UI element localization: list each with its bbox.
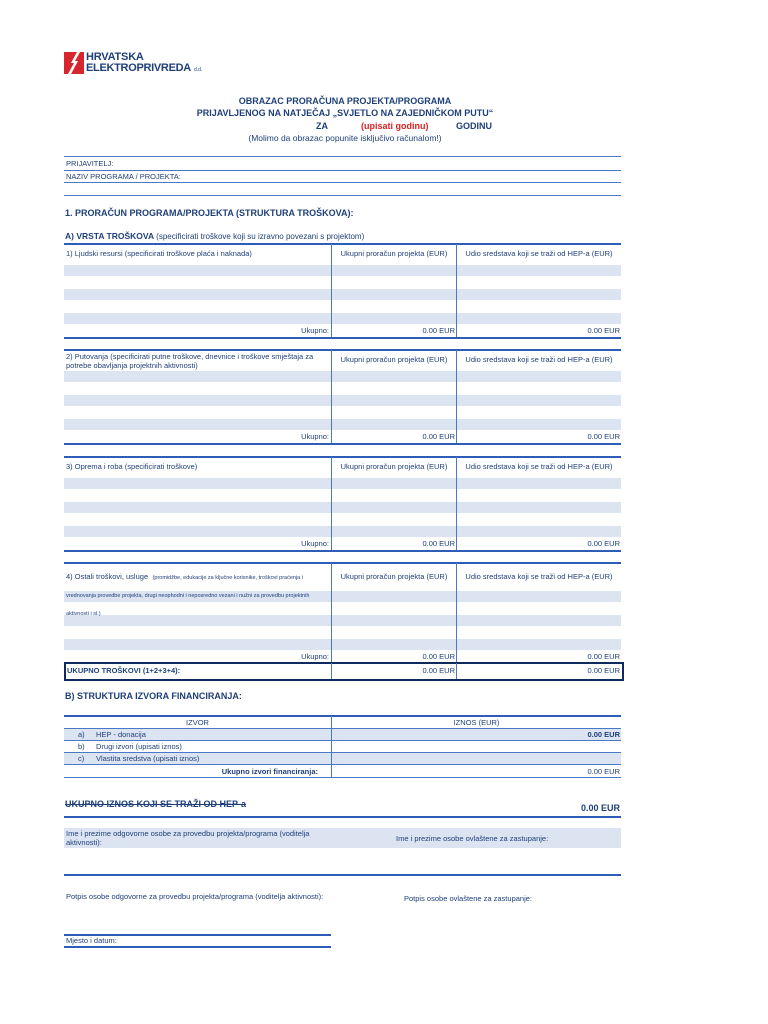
rule	[64, 550, 621, 552]
form-title: OBRAZAC PRORAČUNA PROJEKTA/PROGRAMA	[238, 96, 452, 106]
group-label: 1) Ljudski resursi (specificirati troškove plaća i naknada)	[66, 249, 252, 258]
total-value: 0.00 EUR	[422, 326, 455, 335]
shaded-row	[64, 419, 621, 430]
shaded-row	[64, 289, 621, 300]
total-value: 0.00 EUR	[422, 652, 455, 661]
col-divider	[331, 350, 332, 444]
rule	[64, 456, 621, 458]
naziv-label: NAZIV PROGRAMA / PROJEKTA:	[66, 172, 181, 181]
year-hint: (upisati godinu)	[361, 121, 429, 131]
source-letter: b)	[78, 742, 85, 751]
rule	[64, 195, 621, 196]
source-value: 0.00 EUR	[587, 730, 620, 739]
za-label: ZA	[316, 121, 328, 131]
col-hep-header: Udio sredstava koji se traži od HEP-a (EUR)	[465, 572, 613, 581]
rule	[64, 816, 621, 818]
sectionA-title	[65, 231, 364, 242]
fill-note: (Molimo da obrazac popunite isključivo računalom!)	[248, 133, 442, 143]
logo-suffix: d.d.	[194, 67, 203, 73]
source-letter: a)	[78, 730, 85, 739]
hep-value: 0.00 EUR	[587, 326, 620, 335]
shaded-row	[64, 502, 621, 513]
col-hep-header: Udio sredstava koji se traži od HEP-a (EUR)	[465, 462, 613, 471]
shaded-row	[64, 639, 621, 650]
col-divider	[331, 244, 332, 338]
shaded-row	[64, 395, 621, 406]
total-label: Ukupno:	[301, 539, 329, 548]
rule	[64, 243, 621, 245]
col-divider	[456, 457, 457, 551]
hep-value: 0.00 EUR	[587, 652, 620, 661]
summary-label: UKUPNO IZNOS KOJI SE TRAŽI OD HEP-a	[65, 799, 247, 809]
group-label	[66, 566, 328, 620]
col-total-header: Ukupni proračun projekta (EUR)	[340, 462, 448, 471]
col-total-header: Ukupni proračun projekta (EUR)	[340, 249, 448, 258]
rule	[64, 777, 621, 778]
rule	[64, 443, 621, 445]
source-label: Vlastita sredstva (upisati iznos)	[96, 754, 200, 763]
logo-line1: HRVATSKA	[86, 51, 144, 63]
grand-total-value: 0.00 EUR	[422, 666, 455, 675]
responsible-name-label: Ime i prezime odgovorne osobe za provedbu projekta/programa (voditelja aktivnosti):	[66, 829, 310, 847]
logo-line2: ELEKTROPRIVREDA	[86, 62, 191, 74]
source-label: HEP - donacija	[96, 730, 146, 739]
col-hep-header: Udio sredstava koji se traži od HEP-a (EUR)	[465, 355, 613, 364]
rule	[64, 740, 621, 741]
shaded-row	[64, 265, 621, 276]
prijavitelj-label: PRIJAVITELJ:	[66, 159, 114, 168]
authorized-name-label: Ime i prezime osobe ovlaštene za zastupanje:	[396, 834, 549, 843]
sectionA-title-text: A) VRSTA TROŠKOVA	[65, 231, 154, 241]
rule	[64, 170, 621, 171]
total-label: Ukupno:	[301, 652, 329, 661]
total-value: 0.00 EUR	[422, 432, 455, 441]
hep-value: 0.00 EUR	[587, 539, 620, 548]
col-izvor: IZVOR	[186, 718, 209, 727]
rule	[64, 182, 621, 183]
rule	[64, 562, 621, 564]
source-letter: c)	[78, 754, 85, 763]
shaded-row	[64, 313, 621, 324]
place-date-label: Mjesto i datum:	[66, 936, 117, 945]
total-value: 0.00 EUR	[422, 539, 455, 548]
col-divider	[331, 457, 332, 551]
col-total-header: Ukupni proračun projekta (EUR)	[340, 355, 448, 364]
group-label: 2) Putovanja (specificirati putne troškove, dnevnice i troškove smještaja za potrebe obavljanja projektnih aktivnosti)	[66, 352, 314, 370]
rule	[64, 874, 621, 876]
col-hep-header: Udio sredstava koji se traži od HEP-a (EUR)	[465, 249, 613, 258]
hep-value: 0.00 EUR	[587, 432, 620, 441]
grand-total-hep: 0.00 EUR	[587, 666, 620, 675]
group-label-main: 4) Ostali troškovi, usluge	[66, 572, 149, 581]
group-label: 3) Oprema i roba (specificirati troškove)	[66, 462, 198, 471]
hep-logo-icon	[64, 52, 84, 74]
rule	[64, 349, 621, 351]
responsible-signature-label: Potpis osobe odgovorne za provedbu projekta/programa (voditelja aktivnosti):	[66, 892, 324, 901]
total-label: Ukupno:	[301, 326, 329, 335]
summary-value: 0.00 EUR	[580, 803, 620, 813]
source-label: Drugi izvori (upisati iznos)	[96, 742, 182, 751]
shaded-row	[64, 371, 621, 382]
sources-total-label: Ukupno izvori financiranja:	[221, 767, 318, 776]
authorized-signature-label: Potpis osobe ovlaštene za zastupanje:	[404, 894, 533, 903]
total-label: Ukupno:	[301, 432, 329, 441]
col-total-header: Ukupni proračun projekta (EUR)	[340, 572, 448, 581]
col-divider	[456, 244, 457, 338]
rule	[64, 764, 621, 765]
sectionA-subtitle: (specificirati troškove koji su izravno povezani s projektom)	[156, 232, 365, 241]
grand-total-label: UKUPNO TROŠKOVI (1+2+3+4):	[67, 666, 181, 675]
rule	[64, 156, 621, 157]
godinu-label: GODINU	[456, 121, 492, 131]
rule	[64, 337, 621, 339]
sectionB-title: B) STRUKTURA IZVORA FINANCIRANJA:	[65, 691, 242, 701]
col-divider	[456, 350, 457, 444]
hep-logo	[64, 52, 214, 76]
group-label-detail: (promidžbe, edukacije za ključne korisnike, troškovi praćenja i vrednovanja provedbe projekta, drugi neophodni i neposredno vezani i nužni za provedbu projektnih aktivnosti i sl.)	[66, 575, 310, 617]
shaded-row	[64, 478, 621, 489]
form-title-2: PRIJAVLJENOG NA NATJEČAJ „SVJETLO NA ZAJEDNIČKOM PUTU“	[196, 108, 494, 118]
shaded-row	[64, 526, 621, 537]
section1-title: 1. PRORAČUN PROGRAMA/PROJEKTA (STRUKTURA TROŠKOVA):	[65, 208, 354, 218]
rule	[64, 946, 331, 948]
rule	[64, 715, 621, 717]
sources-total-value: 0.00 EUR	[587, 767, 620, 776]
col-iznos: IZNOS (EUR)	[453, 718, 500, 727]
